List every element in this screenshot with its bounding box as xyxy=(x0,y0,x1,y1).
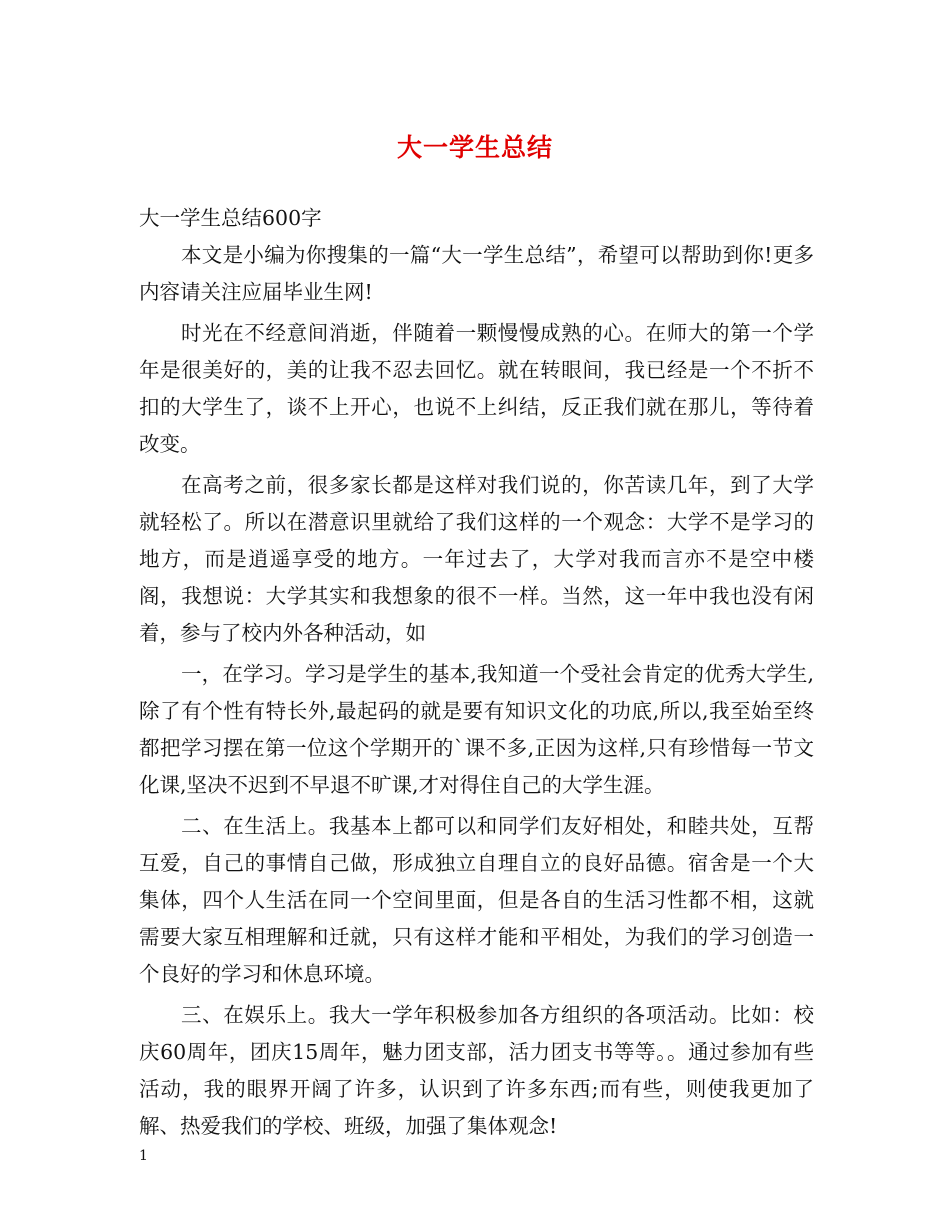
paragraph-time: 时光在不经意间消逝，伴随着一颗慢慢成熟的心。在师大的第一个学年是很美好的，美的让我不忍去回忆。就在转眼间，我已经是一个不折不扣的大学生了，谈不上开心，也说不上纠结，反正我们就在那儿，等待着改变。 xyxy=(139,321,814,456)
paragraph-entertainment: 三、在娱乐上。我大一学年积极参加各方组织的各项活动。比如：校庆60周年，团庆15周年，魅力团支部，活力团支书等等。。通过参加有些活动，我的眼界开阔了许多，认识到了许多东西;而有些，则使我更加了解、热爱我们的学校、班级，加强了集体观念! xyxy=(139,1003,814,1138)
document-title: 大一学生总结 xyxy=(396,133,553,162)
page-number: 1 xyxy=(139,1148,148,1164)
paragraph-intro: 本文是小编为你搜集的一篇“大一学生总结”，希望可以帮助到你!更多内容请关注应届毕业生网! xyxy=(139,243,814,304)
document-subtitle: 大一学生总结600字 xyxy=(139,206,322,230)
document-body xyxy=(139,200,814,1149)
paragraph-before-exam: 在高考之前，很多家长都是这样对我们说的，你苦读几年，到了大学就轻松了。所以在潜意识里就给了我们这样的一个观念：大学不是学习的地方，而是逍遥享受的地方。一年过去了，大学对我而言亦不是空中楼阁，我想说：大学其实和我想象的很不一样。当然，这一年中我也没有闲着，参与了校内外各种活动，如 xyxy=(139,473,814,645)
paragraph-study: 一，在学习。学习是学生的基本,我知道一个受社会肯定的优秀大学生,除了有个性有特长外,最起码的就是要有知识文化的功底,所以,我至始至终都把学习摆在第一位这个学期开的`课不多,正因为这样,只有珍惜每一节文化课,坚决不迟到不早退不旷课,才对得住自己的大学生涯。 xyxy=(139,662,814,797)
paragraph-life: 二、在生活上。我基本上都可以和同学们友好相处，和睦共处，互帮互爱，自己的事情自己做，形成独立自理自立的良好品德。宿舍是一个大集体，四个人生活在同一个空间里面，但是各自的生活习性都不相，这就需要大家互相理解和迁就，只有这样才能和平相处，为我们的学习创造一个良好的学习和休息环境。 xyxy=(139,814,814,986)
